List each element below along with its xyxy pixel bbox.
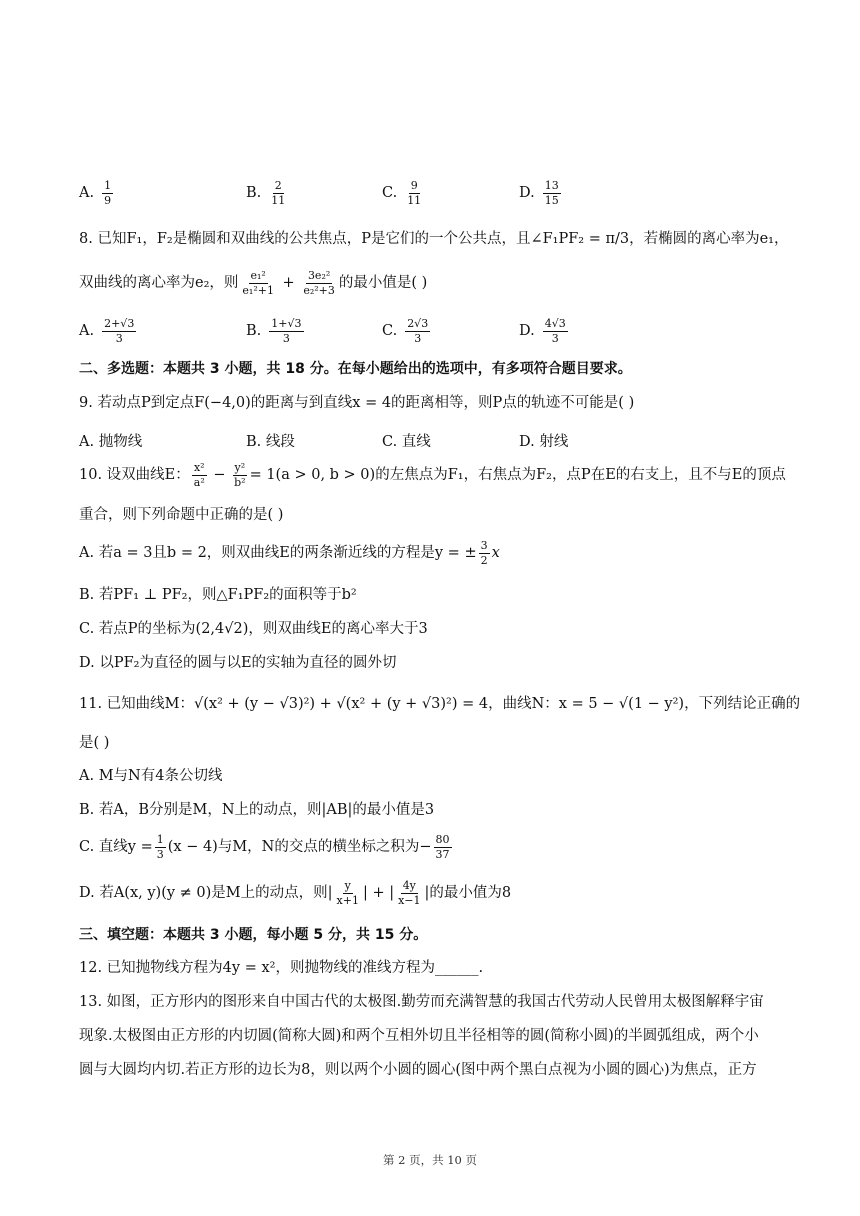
q9-option-a: A. 抛物线 (79, 434, 143, 450)
fraction: $\frac{2+√3}{3}$ (104, 317, 135, 345)
fraction: $\frac{\text{3e₂²}}{\text{e₂²+3}}$ (303, 269, 335, 297)
q8-option-b: B. $\frac{1+√3}{3}$ (246, 317, 302, 345)
q9-option-c: C. 直线 (382, 434, 431, 450)
fraction: $\frac{1}{9}$ (104, 179, 112, 207)
q7-options (79, 180, 779, 210)
fraction: $\frac{80}{37}$ (435, 833, 450, 861)
q10-option-c: C. 若点P的坐标为(2,4√2)，则双曲线E的离心率大于3 (79, 621, 428, 637)
q8-option-a: A. $\frac{2+√3}{3}$ (79, 317, 135, 345)
q13-stem-line2: 现象.太极图由正方形的内切圆(简称大圆)和两个互相外切且半径相等的圆(简称小圆)的半圆弧组成，两个小 (79, 1028, 759, 1044)
q7-option-d: D. $\frac{13}{15}$ (519, 179, 559, 207)
fraction: $\frac{\text{x²}}{\text{a²}}$ (193, 461, 205, 489)
fraction: $\frac{13}{15}$ (544, 179, 559, 207)
q10-option-a: A. 若a = 3且b = 2，则双曲线E的两条渐近线的方程是y = ± $\frac{3}{2}$ x (79, 539, 500, 567)
fraction: $\frac{1+√3}{3}$ (271, 317, 302, 345)
fraction: $\frac{4y}{x-1}$ (398, 879, 421, 907)
section-heading-multiple-choice: 二、多选题：本题共 3 小题，共 18 分。在每小题给出的选项中，有多项符合题目要求。 (79, 361, 632, 377)
q11-option-c: C. 直线y = $\frac{1}{3}$ (x − 4)与M，N的交点的横坐标之积为− $\frac{80}{37}$ (79, 833, 450, 861)
section-heading-fill-in: 三、填空题：本题共 3 小题，每小题 5 分，共 15 分。 (79, 927, 428, 943)
q10-stem-line2: 重合，则下列命题中正确的是( ) (79, 507, 284, 523)
fraction: $\frac{1}{3}$ (156, 833, 164, 861)
q9-option-d: D. 射线 (519, 434, 569, 450)
q10-option-d: D. 以PF₂为直径的圆与以E的实轴为直径的圆外切 (79, 655, 397, 671)
q8-options (79, 318, 779, 348)
fraction: $\frac{4√3}{3}$ (544, 317, 566, 345)
q11-option-d: D. 若A(x, y)(y ≠ 0)是M上的动点，则| $\frac{y}{x+1}$ | + | $\frac{4y}{x-1}$ |的最小值为8 (79, 879, 512, 907)
q11-stem-line1: 11. 已知曲线M：√(x² + (y − √3)²) + √(x² + (y + √3)²) = 4，曲线N：x = 5 − √(1 − y²)，下列结论正确的 (79, 696, 801, 712)
q8-option-c: C. $\frac{2√3}{3}$ (382, 317, 429, 345)
q12-stem: 12. 已知抛物线方程为4y = x²，则抛物线的准线方程为______. (79, 960, 484, 976)
q10-option-b: B. 若PF₁ ⊥ PF₂，则△F₁PF₂的面积等于b² (79, 587, 357, 603)
q9-options (79, 430, 779, 460)
fraction: $\frac{y}{x+1}$ (336, 879, 359, 907)
q7-option-a: A. $\frac{1}{9}$ (79, 179, 112, 207)
q8-option-d: D. $\frac{4√3}{3}$ (519, 317, 566, 345)
q7-option-c: C. $\frac{9}{11}$ (382, 179, 422, 207)
fraction: $\frac{\text{y²}}{\text{b²}}$ (234, 461, 246, 489)
q10-stem-line1: 10. 设双曲线E： $\frac{\text{x²}}{\text{a²}}$ − $\frac{\text{y²}}{\text{b²}}$ = 1(a > 0, b > 0)的左焦点为F₁，右焦点为F₂，点P在E的右支上，且不与E的顶点 (79, 461, 786, 489)
fraction: $\frac{\text{e₁²}}{\text{e₁²+1}}$ (242, 269, 274, 297)
fraction: $\frac{2√3}{3}$ (407, 317, 429, 345)
fraction: $\frac{9}{11}$ (407, 179, 422, 207)
q9-option-b: B. 线段 (246, 434, 295, 450)
fraction: $\frac{3}{2}$ (480, 539, 488, 567)
q9-stem: 9. 若动点P到定点F(−4,0)的距离与到直线x = 4的距离相等，则P点的轨迹不可能是( ) (79, 395, 635, 411)
q7-option-b: B. $\frac{2}{11}$ (246, 179, 286, 207)
q13-stem-line1: 13. 如图，正方形内的图形来自中国古代的太极图.勤劳而充满智慧的我国古代劳动人民曾用太极图解释宇宙 (79, 994, 764, 1010)
q8-stem-line1: 8. 已知F₁，F₂是椭圆和双曲线的公共焦点，P是它们的一个公共点，且∠F₁PF₂ = π/3，若椭圆的离心率为e₁， (79, 231, 789, 247)
q11-option-a: A. M与N有4条公切线 (79, 768, 223, 784)
page-footer: 第 2 页，共 10 页 (382, 1153, 478, 1167)
q13-stem-line3: 圆与大圆均内切.若正方形的边长为8，则以两个小圆的圆心(图中两个黑白点视为小圆的圆心)为焦点，正方 (79, 1062, 757, 1078)
q8-stem-line2: 双曲线的离心率为e₂，则 $\frac{\text{e₁²}}{\text{e₁²+1}}$ + $\frac{\text{3e₂²}}{\text{e₂²+3}}$ 的最小值是( ) (79, 269, 428, 297)
fraction: $\frac{2}{11}$ (271, 179, 286, 207)
q11-stem-line2: 是( ) (79, 735, 110, 751)
q11-option-b: B. 若A，B分别是M，N上的动点，则|AB|的最小值是3 (79, 802, 435, 818)
